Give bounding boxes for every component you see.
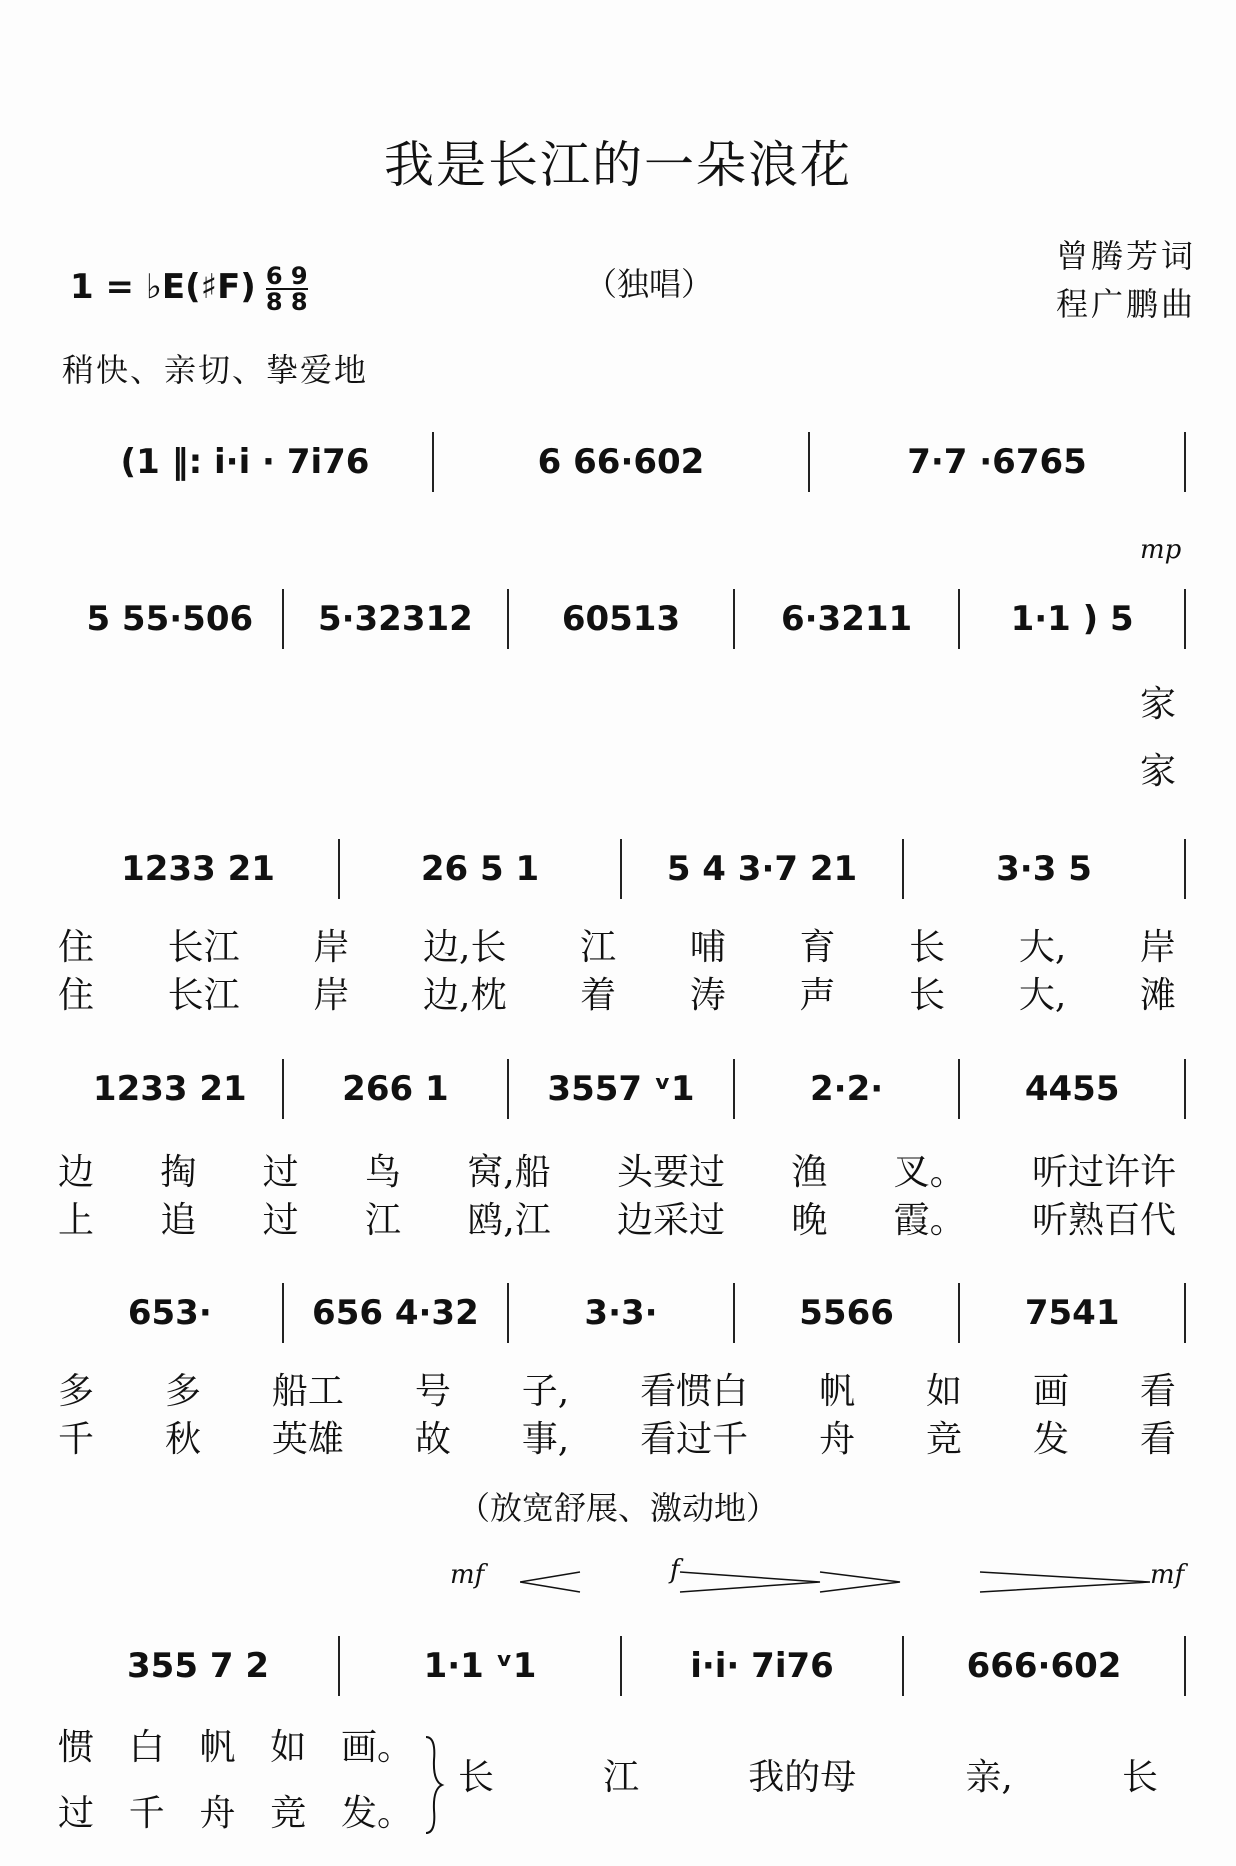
- lyric-syllable: 鸥,江: [467, 1200, 551, 1241]
- lyric-syllable: 育: [799, 927, 836, 968]
- lyrics-line: [58, 1201, 1176, 1241]
- lyric-syllable: 亲,: [965, 1757, 1013, 1798]
- measure: i·i· 7i76: [622, 1636, 904, 1696]
- expression-marking: （放宽舒展、激动地）: [457, 1489, 778, 1527]
- measure: 5·32312: [284, 589, 510, 649]
- lyric-syllable: 千: [58, 1419, 95, 1460]
- lyric-syllable: 长: [1121, 1757, 1158, 1798]
- lyric-syllable: 多: [58, 1371, 95, 1412]
- measure: 5 55·506: [58, 589, 284, 649]
- lyric-syllable: 岸: [313, 975, 350, 1016]
- credits: [1056, 232, 1196, 328]
- lyric-syllable: 长江: [167, 975, 240, 1016]
- lyric-syllable: 故: [414, 1419, 451, 1460]
- lyric-syllable: 滩: [1139, 975, 1176, 1016]
- lyric-syllable: 子,: [521, 1371, 570, 1412]
- measure: 3·3 5: [904, 839, 1186, 899]
- measure: 5 4 3·7 21: [622, 839, 904, 899]
- lyric-syllable: 哺: [689, 927, 726, 968]
- composer: 程广鹏曲: [1055, 285, 1196, 323]
- lyrics-line: [58, 1372, 1176, 1412]
- lyric-syllable: 我的母: [748, 1757, 857, 1798]
- lyric-syllable: 岸: [1139, 927, 1176, 968]
- measure: 2·2·: [735, 1059, 961, 1119]
- staff-row-4: [58, 1059, 1186, 1119]
- measure: 60513: [509, 589, 735, 649]
- lyric-syllable: 渔: [791, 1152, 828, 1193]
- measure: 653·: [58, 1283, 284, 1343]
- lyrics-line: [58, 1153, 1176, 1193]
- lyric-syllable: 白: [128, 1727, 165, 1768]
- lyric-syllable: 帆: [819, 1371, 856, 1412]
- lyrics-line: [58, 928, 1176, 968]
- lyric-syllable: 大,: [1018, 975, 1067, 1016]
- lyric-syllable: 江: [580, 927, 617, 968]
- lyric-syllable: 边采过: [617, 1200, 726, 1241]
- staff-row-3: [58, 839, 1186, 899]
- lyric-syllable: 住: [58, 975, 95, 1016]
- lyric-syllable: 长: [909, 975, 946, 1016]
- lyric-syllable: 晚: [791, 1200, 828, 1241]
- measure: 1233 21: [58, 839, 340, 899]
- measure: 26 5 1: [340, 839, 622, 899]
- dynamic-mp: mp: [1140, 535, 1182, 565]
- lyric-syllable: 家: [1139, 751, 1176, 792]
- lyric-syllable: 霞。: [893, 1200, 966, 1241]
- measure: 266 1: [284, 1059, 510, 1119]
- lyric-syllable: 长: [458, 1757, 495, 1798]
- lyrics-line: [58, 976, 1176, 1016]
- key-signature: [70, 262, 308, 314]
- measure: 666·602: [904, 1636, 1186, 1696]
- measure: 7·7 ·6765: [810, 432, 1186, 492]
- staff-row-5: [58, 1283, 1186, 1343]
- lyric-syllable: 舟: [819, 1419, 856, 1460]
- measure: 7541: [960, 1283, 1186, 1343]
- lyric-syllable: 竞: [270, 1793, 307, 1834]
- measure: 5566: [735, 1283, 961, 1343]
- lyric-syllable: 号: [414, 1371, 451, 1412]
- measure: 3557 ᵛ1: [509, 1059, 735, 1119]
- time-bottom: 8 8: [265, 287, 308, 316]
- lyric-syllable: 掏: [160, 1152, 197, 1193]
- lyrics-line: [58, 752, 1176, 792]
- lyric-syllable: 边,枕: [423, 975, 507, 1016]
- lyric-syllable: 帆: [199, 1727, 236, 1768]
- lyric-syllable: 边: [58, 1152, 95, 1193]
- measure: 1·1 ) 5: [960, 589, 1186, 649]
- crescendo-decrescendo: [520, 1567, 1160, 1597]
- measure: 355 7 2: [58, 1636, 340, 1696]
- lyric-syllable: 江: [603, 1757, 640, 1798]
- key-text: 1 = ♭E(♯F): [70, 267, 256, 307]
- lyric-syllable: 着: [580, 975, 617, 1016]
- lyric-syllable: 大,: [1018, 927, 1067, 968]
- lyrics-line: [458, 1758, 1158, 1798]
- staff-row-1: [58, 432, 1186, 492]
- dynamic-mf: mf: [450, 1560, 485, 1590]
- lyric-syllable: 多: [164, 1371, 201, 1412]
- lyric-syllable: 涛: [689, 975, 726, 1016]
- lyric-syllable: 鸟: [364, 1152, 401, 1193]
- measure: 1233 21: [58, 1059, 284, 1119]
- staff-row-6: [58, 1636, 1186, 1696]
- lyric-syllable: 看惯白: [640, 1371, 749, 1412]
- lyrics-line: [58, 685, 1176, 725]
- lyric-syllable: 上: [58, 1200, 95, 1241]
- song-title: 我是长江的一朵浪花: [384, 136, 852, 194]
- lyric-syllable: 如: [926, 1371, 963, 1412]
- lyric-syllable: 长江: [167, 927, 240, 968]
- lyrics-line: [58, 1420, 1176, 1460]
- lyric-syllable: 千: [128, 1793, 165, 1834]
- lyric-syllable: 岸: [313, 927, 350, 968]
- lyric-syllable: 边,长: [423, 927, 507, 968]
- lyric-syllable: 头要过: [617, 1152, 726, 1193]
- lyric-syllable: 看过千: [640, 1419, 749, 1460]
- lyric-syllable: 过: [262, 1152, 299, 1193]
- lyric-syllable: 船工: [271, 1371, 344, 1412]
- lyric-syllable: 江: [364, 1200, 401, 1241]
- lyric-syllable: 发: [1032, 1419, 1069, 1460]
- dynamic-f: f: [670, 1555, 680, 1585]
- time-signature: [265, 261, 308, 316]
- lyric-syllable: 秋: [164, 1419, 201, 1460]
- lyric-syllable: 看: [1139, 1371, 1176, 1412]
- lyric-syllable: 窝,船: [467, 1152, 551, 1193]
- lyric-syllable: 画。: [340, 1727, 413, 1768]
- lyric-syllable: 英雄: [271, 1419, 344, 1460]
- lyric-syllable: 家: [1139, 684, 1176, 725]
- lyric-syllable: 如: [270, 1727, 307, 1768]
- lyric-syllable: 惯: [58, 1727, 95, 1768]
- measure: 6 66·602: [434, 432, 810, 492]
- lyric-syllable: 过: [58, 1793, 95, 1834]
- measure: 3·3·: [509, 1283, 735, 1343]
- lyric-syllable: 长: [909, 927, 946, 968]
- dynamic-mf: mf: [1150, 1560, 1185, 1590]
- lyric-syllable: 听熟百代: [1031, 1200, 1176, 1241]
- tempo-marking: 稍快、亲切、挚爱地: [62, 351, 369, 389]
- lyric-syllable: 竞: [926, 1419, 963, 1460]
- lyrics-line: [58, 1728, 413, 1768]
- lyric-syllable: 舟: [199, 1793, 236, 1834]
- measure: (1 ‖: i·i · 7i76: [58, 432, 434, 492]
- lyric-syllable: 住: [58, 927, 95, 968]
- lyricist: 曾腾芳词: [1055, 237, 1196, 275]
- lyric-syllable: 看: [1139, 1419, 1176, 1460]
- time-top: 6 9: [265, 261, 308, 290]
- lyric-syllable: 发。: [340, 1793, 413, 1834]
- performance-mode: （独唱）: [585, 265, 714, 303]
- lyrics-line: [58, 1794, 413, 1834]
- lyric-syllable: 画: [1032, 1371, 1069, 1412]
- lyric-syllable: 叉。: [893, 1152, 966, 1193]
- measure: 656 4·32: [284, 1283, 510, 1343]
- lyric-syllable: 事,: [521, 1419, 570, 1460]
- lyric-syllable: 过: [262, 1200, 299, 1241]
- lyric-syllable: 声: [799, 975, 836, 1016]
- staff-row-2: [58, 589, 1186, 649]
- lyric-syllable: 听过许许: [1031, 1152, 1176, 1193]
- measure: 4455: [960, 1059, 1186, 1119]
- measure: 1·1 ᵛ1: [340, 1636, 622, 1696]
- lyric-syllable: 追: [160, 1200, 197, 1241]
- measure: 6·3211: [735, 589, 961, 649]
- brace: [422, 1735, 446, 1835]
